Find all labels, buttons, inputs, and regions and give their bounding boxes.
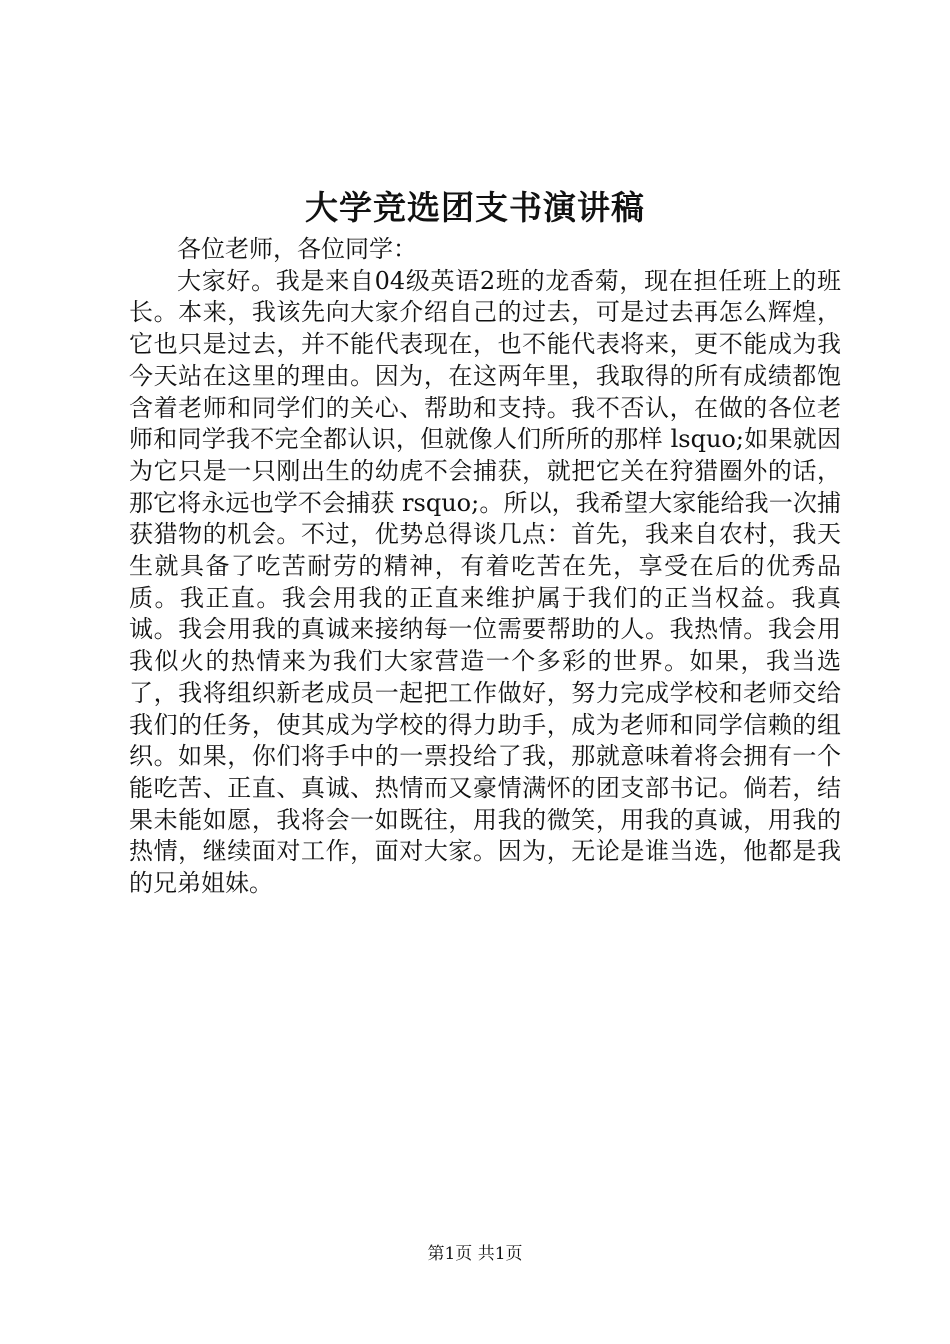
page-number: 第1页 共1页 xyxy=(427,1244,523,1264)
speech-paragraph: 大家好。我是来自04级英语2班的龙香菊，现在担任班上的班长。本来，我该先向大家介绍自己的过去，可是过去再怎么辉煌，它也只是过去，并不能代表现在，也不能代表将来，更不能成为我今天站在这里的理由。因为，在这两年里，我取得的所有成绩都饱含着老师和同学们的关心、帮助和支持。我不否认，在做的各位老师和同学我不完全都认识，但就像人们所所的那样 lsquo;如果就因为它只是一只刚出生的幼虎不会捕获，就把它关在狩猎圈外的话，那它将永远也学不会捕获 rsquo;。所以，我希望大家能给我一次捕获猎物的机会。不过，优势总得谈几点：首先，我来自农村，我天生就具备了吃苦耐劳的精神，有着吃苦在先，享受在后的优秀品质。我正直。我会用我的正直来维护属于我们的正当权益。我真诚。我会用我的真诚来接纳每一位需要帮助的人。我热情。我会用我似火的热情来为我们大家营造一个多彩的世界。如果，我当选了，我将组织新老成员一起把工作做好，努力完成学校和老师交给我们的任务，使其成为学校的得力助手，成为老师和同学信赖的组织。如果，你们将手中的一票投给了我，那就意味着将会拥有一个能吃苦、正直、真诚、热情而又豪情满怀的团支部书记。倘若，结果未能如愿，我将会一如既往，用我的微笑，用我的真诚，用我的热情，继续面对工作，面对大家。因为，无论是谁当选，他都是我的兄弟姐妹。 xyxy=(129,266,841,898)
document-body xyxy=(129,234,841,900)
document-title: 大学竞选团支书演讲稿 xyxy=(305,188,645,227)
greeting-paragraph: 各位老师，各位同学： xyxy=(177,235,417,263)
